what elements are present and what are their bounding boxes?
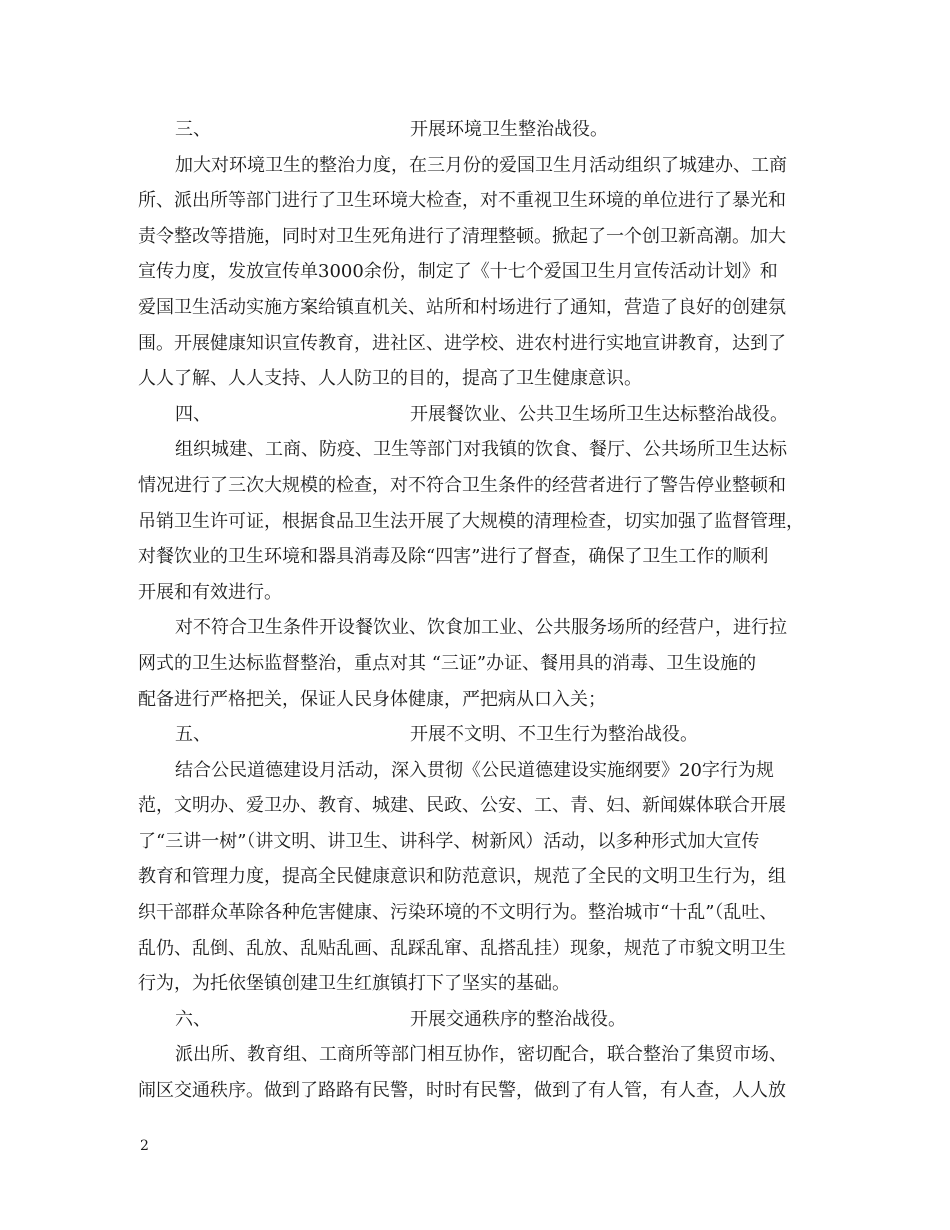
- paragraph: [138, 753, 816, 1002]
- document-body: [138, 112, 816, 1109]
- section-heading: [138, 112, 816, 148]
- paragraph-line: 情况进行了三次大规模的检查，对不符合卫生条件的经营者进行了警告停业整顿和: [138, 474, 786, 496]
- paragraph-line: 围。开展健康知识宣传教育，进社区、进学校、进农村进行实地宣讲教育，达到了: [138, 332, 786, 354]
- section-title: 开展餐饮业、公共卫生场所卫生达标整治战役。: [410, 403, 788, 425]
- paragraph-line: 责令整改等措施，同时对卫生死角进行了清理整顿。掀起了一个创卫新高潮。加大: [138, 225, 786, 247]
- section-title: 开展不文明、不卫生行为整治战役。: [410, 724, 698, 746]
- paragraph-line: 闹区交通秩序。做到了路路有民警，时时有民警，做到了有人管，有人查，人人放: [138, 1080, 786, 1102]
- page-number: 2: [140, 1138, 149, 1154]
- paragraph-line: 网式的卫生达标监督整治，重点对其 “三证”办证、餐用具的消毒、卫生设施的: [138, 652, 757, 674]
- section-number: 六、: [175, 1008, 211, 1030]
- paragraph-line: 配备进行严格把关，保证人民身体健康，严把病从口入关；: [138, 688, 606, 710]
- section-heading: [138, 1002, 816, 1038]
- paragraph-line: 开展和有效进行。: [138, 581, 282, 603]
- paragraph-line: 对餐饮业的卫生环境和器具消毒及除“四害”进行了督查，确保了卫生工作的顺利: [138, 546, 769, 568]
- paragraph-line: 行为，为托依堡镇创建卫生红旗镇打下了坚实的基础。: [138, 973, 570, 995]
- paragraph-line: 宣传力度，发放宣传单3000余份，制定了《十七个爱国卫生月宣传活动计划》和: [138, 261, 778, 283]
- paragraph-line: 范，文明办、爱卫办、教育、城建、民政、公安、工、青、妇、新闻媒体联合开展: [138, 795, 786, 817]
- paragraph-line: 所、派出所等部门进行了卫生环境大检查，对不重视卫生环境的单位进行了暴光和: [138, 190, 786, 212]
- section-title: 开展环境卫生整治战役。: [410, 119, 608, 140]
- paragraph-line: 教育和管理力度，提高全民健康意识和防范意识，规范了全民的文明卫生行为，组: [138, 866, 786, 888]
- paragraph-line: 派出所、教育组、工商所等部门相互协作，密切配合，联合整治了集贸市场、: [175, 1044, 787, 1066]
- paragraph-line: 组织城建、工商、防疫、卫生等部门对我镇的饮食、餐厅、公共场所卫生达标: [175, 439, 787, 461]
- paragraph: [138, 610, 816, 717]
- section-number: 三、: [175, 119, 211, 140]
- section-heading: [138, 397, 816, 433]
- paragraph-line: 乱仍、乱倒、乱放、乱贴乱画、乱踩乱窜、乱搭乱挂）现象，规范了市貌文明卫生: [138, 937, 786, 959]
- section-number: 四、: [175, 403, 211, 425]
- section-title: 开展交通秩序的整治战役。: [410, 1008, 626, 1030]
- paragraph-line: 对不符合卫生条件开设餐饮业、饮食加工业、公共服务场所的经营户，进行拉: [175, 617, 787, 639]
- paragraph: [138, 1037, 816, 1108]
- paragraph-line: 结合公民道德建设月活动，深入贯彻《公民道德建设实施纲要》20字行为规: [175, 759, 774, 781]
- section-heading: [138, 717, 816, 753]
- paragraph-line: 人人了解、人人支持、人人防卫的目的，提高了卫生健康意识。: [138, 368, 642, 390]
- paragraph-line: 了“三讲一树”（讲文明、讲卫生、讲科学、树新风）活动，以多种形式加大宣传: [138, 830, 760, 852]
- paragraph-line: 织干部群众革除各种危害健康、污染环境的不文明行为。整治城市“十乱”（乱吐、: [138, 902, 778, 924]
- paragraph-line: 爱国卫生活动实施方案给镇直机关、站所和村场进行了通知，营造了良好的创建氛: [138, 296, 786, 318]
- paragraph-line: 吊销卫生许可证，根据食品卫生法开展了大规模的清理检查，切实加强了监督管理，: [138, 510, 804, 532]
- section-number: 五、: [175, 724, 211, 746]
- paragraph: [138, 432, 816, 610]
- paragraph: [138, 148, 816, 397]
- paragraph-line: 加大对环境卫生的整治力度，在三月份的爱国卫生月活动组织了城建办、工商: [175, 154, 787, 176]
